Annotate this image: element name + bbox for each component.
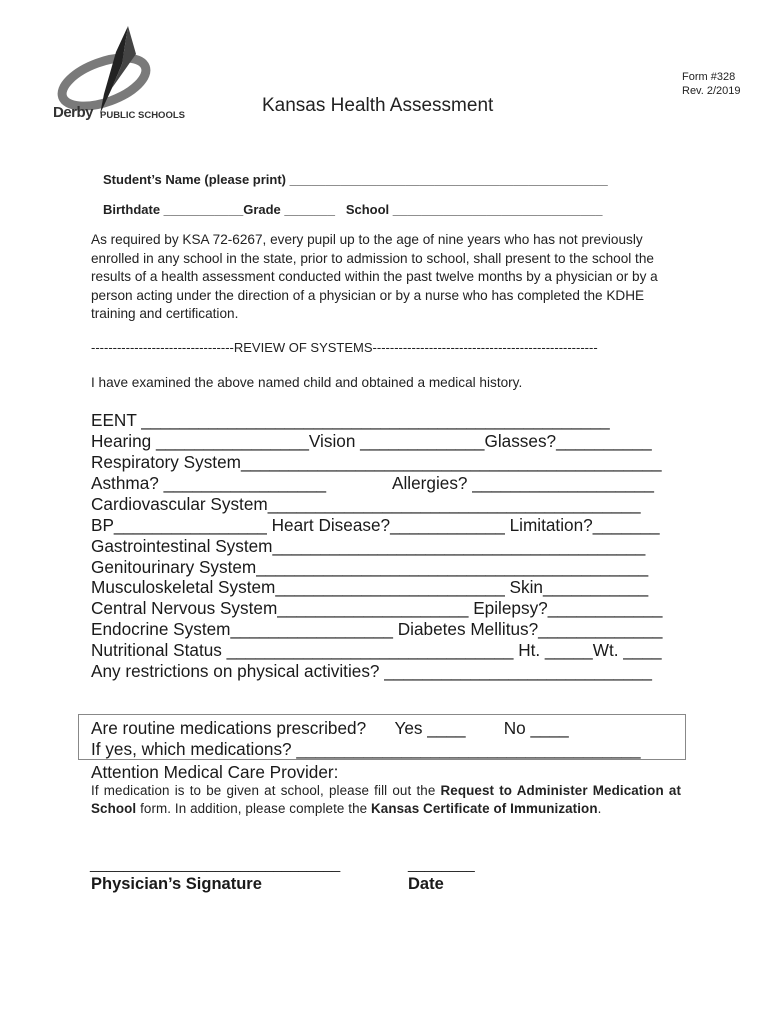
- system-hearing-vision[interactable]: Hearing ________________Vision _____________Glasses?__________: [91, 431, 652, 451]
- medications-list-field[interactable]: If yes, which medications? ____________________________________: [91, 739, 641, 759]
- system-cardiovascular[interactable]: Cardiovascular System_______________________________________: [91, 494, 641, 514]
- physician-signature-field[interactable]: ______________________________: [90, 856, 341, 873]
- system-central-nervous[interactable]: Central Nervous System____________________ Epilepsy?____________: [91, 598, 663, 618]
- system-endocrine[interactable]: Endocrine System_________________ Diabetes Mellitus?_____________: [91, 619, 663, 639]
- note-text-1: If medication is to be given at school, please fill out the: [91, 783, 441, 798]
- logo-wordmark: Derby: [53, 104, 94, 121]
- note-text-3: .: [597, 801, 602, 816]
- student-name-field[interactable]: Student’s Name (please print) ____________________________________________: [103, 172, 608, 187]
- system-musculoskeletal[interactable]: Musculoskeletal System________________________ Skin___________: [91, 577, 649, 597]
- system-gastrointestinal[interactable]: Gastrointestinal System_______________________________________: [91, 536, 646, 556]
- date-field[interactable]: ________: [408, 856, 475, 873]
- attention-heading: Attention Medical Care Provider:: [91, 762, 339, 782]
- physician-signature-label: Physician’s Signature: [91, 875, 262, 893]
- system-asthma-allergies[interactable]: Asthma? _________________ Allergies? ___________________: [91, 473, 654, 493]
- examined-statement: I have examined the above named child and obtained a medical history.: [91, 375, 523, 390]
- intro-paragraph: As required by KSA 72-6267, every pupil up to the age of nine years who has not previously enrolled in any school in the state, prior to admission to school, shall present to the school the results of a health assessment conducted within the past twelve months by a physician or by a person acting under the direction of a physician or by a nurse who has completed the KDHE training and certification.: [91, 232, 658, 321]
- note-text-2: form. In addition, please complete the: [136, 801, 371, 816]
- note-form-name: Request to Administer Medication at School: [91, 783, 682, 816]
- medications-question[interactable]: Are routine medications prescribed? Yes ____ No ____: [91, 718, 569, 738]
- note-certificate-name: Kansas Certificate of Immunization: [371, 801, 598, 816]
- form-number-block: [682, 70, 741, 98]
- system-bp-heart[interactable]: BP________________ Heart Disease?____________ Limitation?_______: [91, 515, 660, 535]
- review-of-systems-heading: ---------------------------------REVIEW OF SYSTEMS----------------------------------------------------: [91, 340, 598, 355]
- system-eent[interactable]: EENT _________________________________________________: [91, 410, 610, 430]
- system-restrictions[interactable]: Any restrictions on physical activities? ____________________________: [91, 661, 652, 681]
- page-title: Kansas Health Assessment: [262, 95, 494, 116]
- birthdate-grade-school-field[interactable]: Birthdate ___________Grade _______ School _____________________________: [103, 202, 603, 217]
- form-revision: Rev. 2/2019: [682, 85, 741, 97]
- system-respiratory[interactable]: Respiratory System____________________________________________: [91, 452, 662, 472]
- system-nutritional[interactable]: Nutritional Status ______________________________ Ht. _____Wt. ____: [91, 640, 662, 660]
- date-label: Date: [408, 875, 444, 893]
- logo-subtitle: PUBLIC SCHOOLS: [100, 110, 185, 121]
- form-number: Form #328: [682, 71, 736, 83]
- system-genitourinary[interactable]: Genitourinary System_________________________________________: [91, 557, 649, 577]
- medication-note: [91, 782, 681, 818]
